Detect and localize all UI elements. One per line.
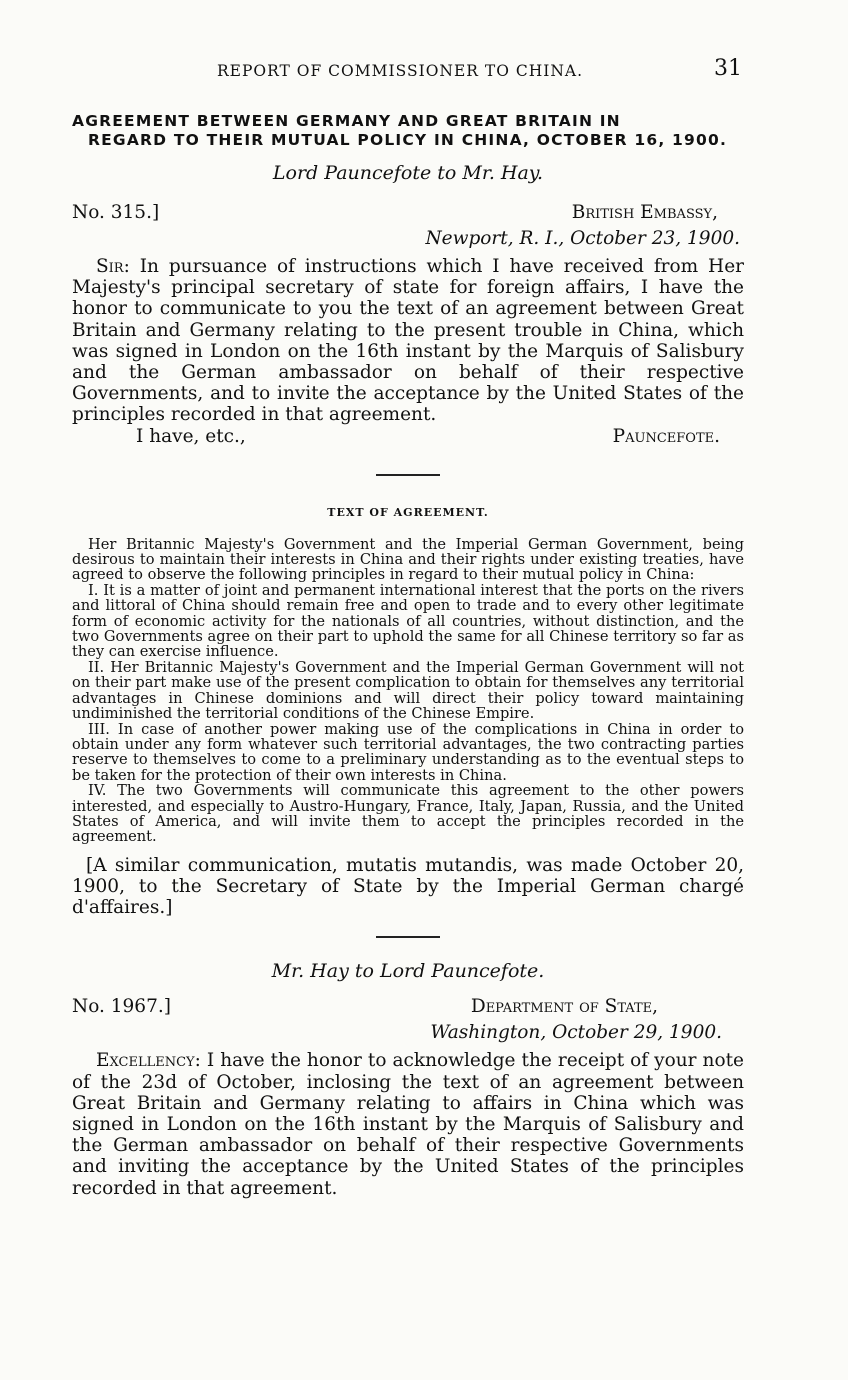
- letter2-place-date: Washington, October 29, 1900.: [430, 1022, 722, 1044]
- agreement-paragraph: I. It is a matter of joint and permanent international interest that the ports on the rivers and littoral of China should remain free and open to trade and to every other legitimate form of economic activity for the nationals of all countries, without distinction, and the two Governments agree on their part to uphold the same for all Chinese territory so far as they can exercise influence.: [72, 581, 744, 661]
- letter2-header-line: [72, 996, 744, 1022]
- divider-rule: [376, 474, 440, 476]
- letter1-header-line: [72, 202, 744, 228]
- letter1-from: British Embassy,: [571, 202, 718, 223]
- letter1-number: No. 315.]: [72, 202, 160, 223]
- letter2-body: [72, 1050, 744, 1198]
- running-head-title: REPORT OF COMMISSIONER TO CHINA.: [217, 62, 584, 80]
- page-number: 31: [714, 56, 742, 81]
- document-title: [72, 112, 744, 150]
- letter2-salutation: Excellency:: [96, 1050, 201, 1072]
- letter2-from: Department of State,: [470, 996, 658, 1018]
- agreement-text: [72, 537, 744, 845]
- letter1-dateline: [72, 228, 744, 254]
- running-head: [72, 56, 744, 86]
- letter1-place-date: Newport, R. I., October 23, 1900.: [425, 228, 740, 249]
- agreement-paragraph: IV. The two Governments will communicate this agreement to the other powers interested, and especially to Austro-Hungary, France, Italy, Japan, Russia, and the United States of America, and will invite them to accept the principles recorded in the agreement.: [72, 782, 744, 846]
- editorial-note: [A similar communication, mutatis mutandis, was made October 20, 1900, to the Secretary of State by the Imperial German chargé d'affaires.]: [72, 854, 744, 919]
- agreement-paragraph: Her Britannic Majesty's Government and the Imperial German Government, being desirous to maintain their interests in China and their rights under existing treaties, have agreed to observe the following principles in regard to their mutual policy in China:: [72, 535, 744, 584]
- document-title-line1: AGREEMENT BETWEEN GERMANY AND GREAT BRITAIN IN: [72, 112, 621, 130]
- letter1-heading: Lord Pauncefote to Mr. Hay.: [272, 162, 544, 184]
- agreement-heading: TEXT OF AGREEMENT.: [327, 505, 489, 519]
- letter1-closing: I have, etc.,: [136, 425, 246, 447]
- letter2-dateline: [72, 1022, 744, 1048]
- letter1-salutation: Sir:: [96, 256, 130, 277]
- letter2-body-text: I have the honor to acknowledge the receipt of your note of the 23d of October, inclosing the text of an agreement between Great Britain and Germany relating to affairs in China which was signed in London on the 16th instant by the Marquis of Salisbury and the German ambassador on behalf of their respective Governments and inviting the acceptance by the United States of the principles recorded in that agreement.: [72, 1050, 744, 1199]
- agreement-paragraph: II. Her Britannic Majesty's Government and the Imperial German Government will not on their part make use of the present complication to obtain for themselves any territorial advantages in Chinese dominions and will direct their policy toward maintaining undiminished the territorial conditions of the Chinese Empire.: [72, 658, 744, 723]
- letter1-body-text: In pursuance of instructions which I have received from Her Majesty's principal secretary of state for foreign affairs, I have the honor to communicate to you the text of an agreement between Great Britain and Germany relating to the present trouble in China, which was signed in London on the 16th instant by the Marquis of Salisbury and the German ambassador on behalf of their respective Governments, and to invite the acceptance by the United States of the principles recorded in that agreement.: [72, 256, 744, 426]
- letter2-number: No. 1967.]: [72, 996, 171, 1018]
- document-title-line2: REGARD TO THEIR MUTUAL POLICY IN CHINA, OCTOBER 16, 1900.: [88, 131, 728, 149]
- divider-rule: [376, 936, 440, 938]
- letter2-heading: Mr. Hay to Lord Pauncefote.: [271, 960, 545, 983]
- letter1-signature: Pauncefote.: [612, 425, 720, 447]
- letter1-signoff: [72, 426, 744, 450]
- document-page: [72, 56, 744, 1199]
- letter1-body: [72, 256, 744, 426]
- agreement-paragraph: III. In case of another power making use of the complications in China in order to obtain under any form whatever such territorial advantages, the two contracting parties reserve to themselves to come to a preliminary understanding as to the eventual steps to be taken for the protection of their own interests in China.: [72, 720, 744, 784]
